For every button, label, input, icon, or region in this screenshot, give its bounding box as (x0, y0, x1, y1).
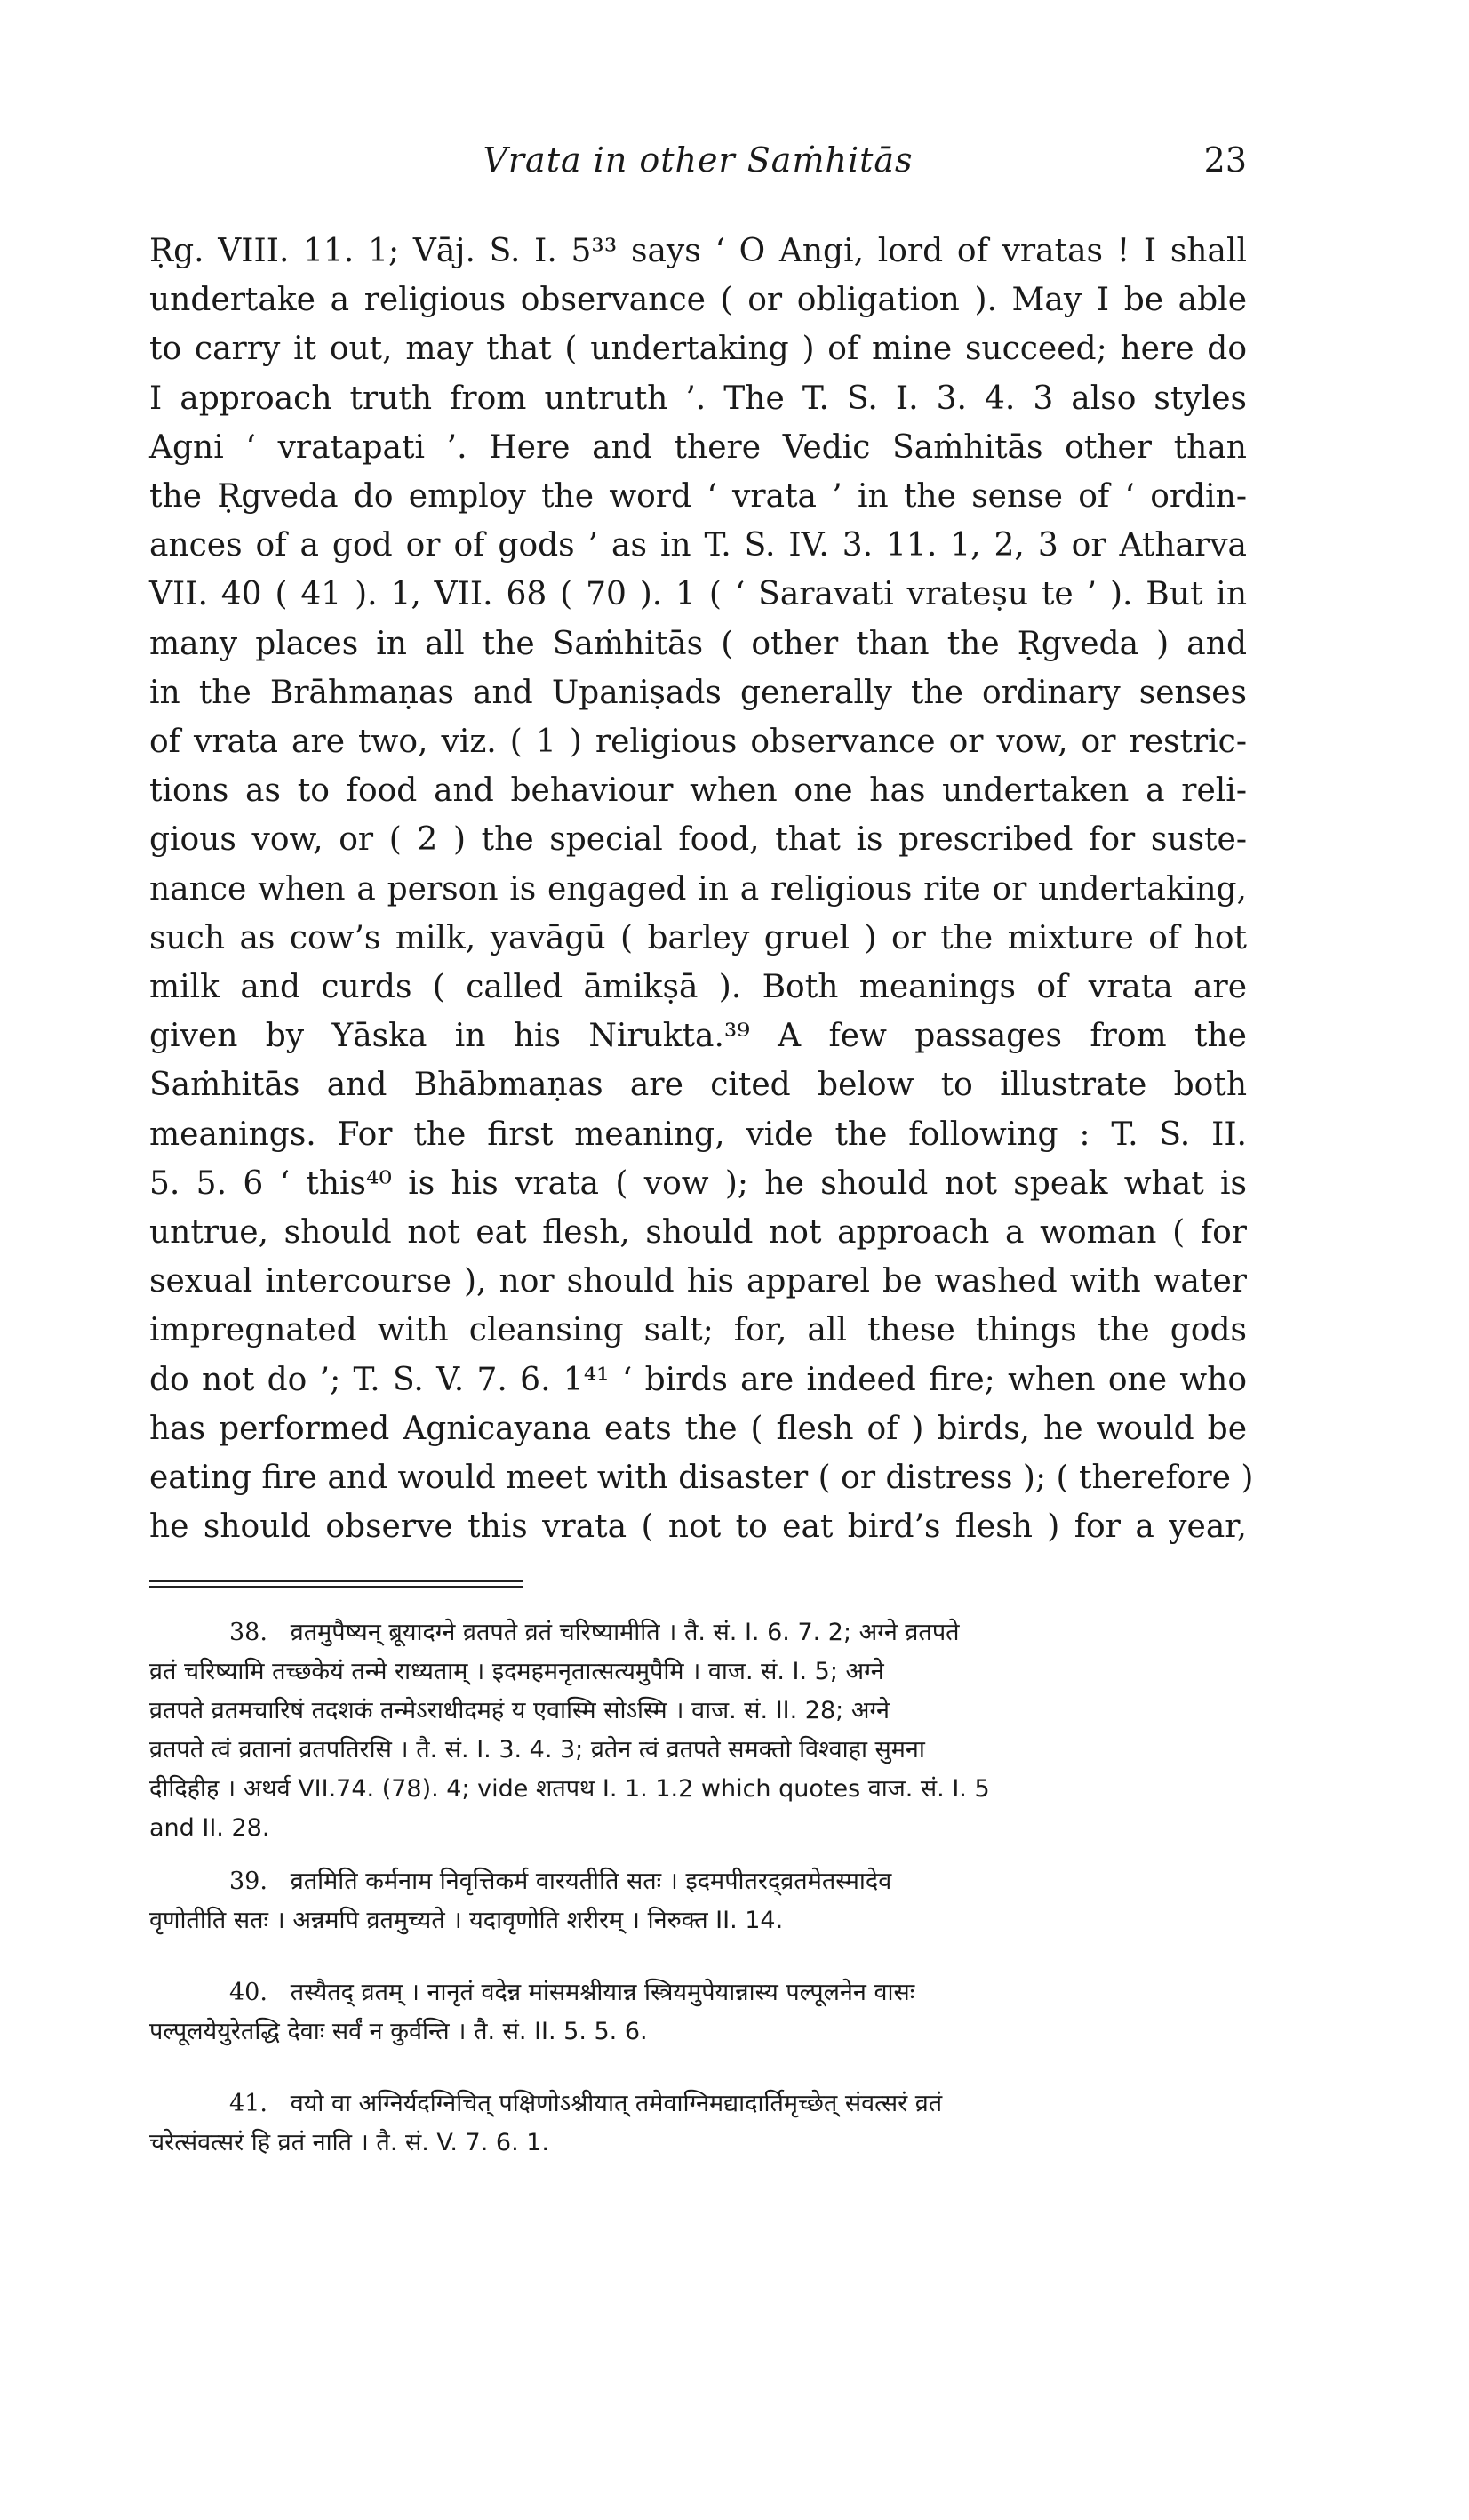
text-line: such as cow’s milk, yavāgū ( barley gruel ) or the mixture of hot (149, 919, 1247, 956)
text-line: I approach truth from untruth ’. The T. S. I. 3. 4. 3 also styles (149, 380, 1247, 417)
text-line: 5. 5. 6 ‘ this⁴⁰ is his vrata ( vow ); he should not speak what is (149, 1164, 1247, 1202)
text-line: nance when a person is engaged in a religious rite or undertaking, (149, 870, 1247, 908)
footnote-number: 40. (229, 1979, 267, 2006)
footnote-line: वृणोतीति सतः । अन्नमपि व्रतमुच्यते । यदावृणोति शरीरम् । निरुक्त II. 14. (149, 1907, 784, 1934)
footnote-39 (149, 1862, 1247, 1940)
footnote-line: तस्यैतद् व्रतम् । नानृतं वदेन्न मांसमश्नीयान्न स्त्रियमुपेयान्नास्य पल्पूलनेन वासः (290, 1979, 915, 2006)
text-line: Saṁhitās and Bhābmaṇas are cited below to illustrate both (149, 1067, 1247, 1104)
text-line: do not do ’; T. S. V. 7. 6. 1⁴¹ ‘ birds are indeed fire; when one who (149, 1361, 1247, 1398)
text-line: has performed Agnicayana eats the ( flesh of ) birds, he would be (149, 1410, 1247, 1447)
text-line: to carry it out, may that ( undertaking ) of mine succeed; here do (149, 331, 1247, 368)
footnote-line: चरेत्संवत्सरं हि व्रतं नाति । तै. सं. V. 7. 6. 1. (149, 2129, 550, 2156)
text-line: the Ṛgveda do employ the word ‘ vrata ’ in the sense of ‘ ordin- (149, 478, 1247, 516)
main-text (149, 227, 1254, 1551)
footnote-line: व्रतपते त्वं व्रतानां व्रतपतिरसि । तै. सं. I. 3. 4. 3; व्रतेन त्वं व्रतपते समक्तो विश्वाहा सुमना (149, 1736, 925, 1764)
text-line: many places in all the Saṁhitās ( other than the Ṛgveda ) and (149, 625, 1247, 662)
page-number: 23 (1203, 140, 1247, 180)
text-line: Agni ‘ vratapati ’. Here and there Vedic Saṁhitās other than (149, 428, 1247, 466)
text-line: VII. 40 ( 41 ). 1, VII. 68 ( 70 ). 1 ( ‘ Saravati vrateṣu te ’ ). But in (149, 576, 1247, 613)
text-line: impregnated with cleansing salt; for, all these things the gods (149, 1312, 1247, 1349)
text-line: untrue, should not eat flesh, should not approach a woman ( for (149, 1214, 1247, 1252)
footnote-number: 38. (229, 1619, 267, 1646)
text-line: sexual intercourse ), nor should his apparel be washed with water (149, 1263, 1247, 1300)
text-line: in the Brāhmaṇas and Upaniṣads generally the ordinary senses (149, 674, 1247, 711)
running-title: Vrata in other Saṁhitās (483, 140, 914, 180)
page-header (149, 133, 1247, 187)
footnote-line: व्रतं चरिष्यामि तच्छकेयं तन्मे राध्यताम् । इदमहमनृतात्सत्यमुपैमि । वाज. सं. I. 5; अग्ने (149, 1658, 884, 1685)
text-line: meanings. For the first meaning, vide the following : T. S. II. (149, 1116, 1247, 1153)
footnote-line: and II. 28. (149, 1814, 270, 1842)
footnote-38 (149, 1613, 1247, 1848)
footnote-40 (149, 1973, 1247, 2052)
text-line: gious vow, or ( 2 ) the special food, that is prescribed for suste- (149, 821, 1247, 859)
footnote-line: व्रतपते व्रतमचारिषं तदशकं तन्मेऽराधीदमहं य एवास्मि सोऽस्मि । वाज. सं. II. 28; अग्ने (149, 1697, 890, 1724)
footnote-41 (149, 2084, 1247, 2163)
footnote-divider (149, 1580, 523, 1588)
text-line: eating fire and would meet with disaster ( or distress ); ( therefore ) (149, 1460, 1254, 1497)
footnote-line: दीदिहीह । अथर्व VII.74. (78). 4; vide शतपथ I. 1. 1.2 which quotes वाज. सं. I. 5 (149, 1775, 990, 1803)
text-line: ances of a god or of gods ’ as in T. S. IV. 3. 11. 1, 2, 3 or Atharva (149, 527, 1247, 564)
text-line: undertake a religious observance ( or obligation ). May I be able (149, 282, 1247, 319)
text-line: tions as to food and behaviour when one has undertaken a reli- (149, 772, 1247, 810)
text-line: Ṛg. VIII. 11. 1; Vāj. S. I. 5³³ says ‘ O Angi, lord of vratas ! I shall (149, 233, 1247, 269)
footnote-line: पल्पूलयेयुरेतद्धि देवाः सर्वं न कुर्वन्ति । तै. सं. II. 5. 5. 6. (149, 2018, 648, 2045)
footnote-line: व्रतमुपैष्यन् ब्रूयादग्ने व्रतपते व्रतं चरिष्यामीति । तै. सं. I. 6. 7. 2; अग्ने व्रतपते (290, 1619, 960, 1646)
footnote-number: 41. (229, 2090, 267, 2117)
text-line: of vrata are two, viz. ( 1 ) religious observance or vow, or restric- (149, 724, 1247, 761)
footnote-line: वयो वा अग्निर्यदग्निचित् पक्षिणोऽश्नीयात् तमेवाग्निमद्यादार्तिमृच्छेत् संवत्सरं व्रतं (290, 2090, 943, 2117)
footnote-number: 39. (229, 1868, 267, 1895)
text-line: given by Yāska in his Nirukta.³⁹ A few passages from the (149, 1018, 1247, 1055)
footnote-line: व्रतमिति कर्मनाम निवृत्तिकर्म वारयतीति सतः । इदमपीतरद्व्रतमेतस्मादेव (290, 1868, 892, 1895)
text-line: he should observe this vrata ( not to eat bird’s flesh ) for a year, (149, 1508, 1247, 1546)
text-line: milk and curds ( called āmikṣā ). Both meanings of vrata are (149, 969, 1247, 1006)
